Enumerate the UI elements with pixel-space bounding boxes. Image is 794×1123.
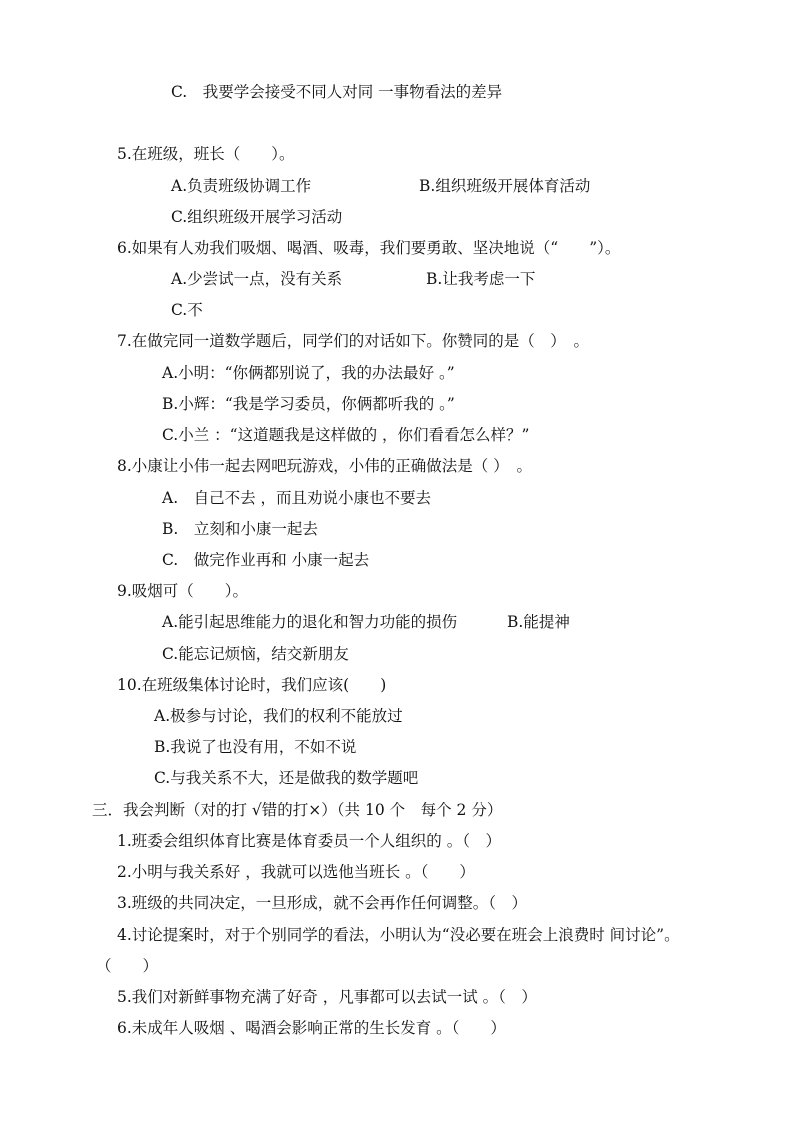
question-8-option-a: A. 自己不去 ，而且劝说小康也不要去 xyxy=(162,489,432,507)
question-9-option-c: C.能忘记烦恼，结交新朋友 xyxy=(162,645,349,663)
question-8-stem: 8.小康让小伟一起去网吧玩游戏，小伟的正确做法是（ ） 。 xyxy=(117,457,532,475)
question-7-option-a: A.小明：“你俩都别说了，我的办法最好 。” xyxy=(162,364,455,382)
section-3-heading: 三．我会判断（对的打 √错的打×）（共 10 个 每个 2 分） xyxy=(92,801,503,819)
judge-item-4-blank: （ ） xyxy=(96,957,159,975)
question-9-option-a: A.能引起思维能力的退化和智力功能的损伤 xyxy=(162,613,458,631)
question-7-option-b: B.小辉：“我是学习委员，你俩都听我的 。” xyxy=(162,395,455,413)
judge-item-6: 6.未成年人吸烟 、喝酒会影响正常的生长发育 。（ ） xyxy=(117,1019,506,1037)
question-10-stem: 10.在班级集体讨论时，我们应该( ) xyxy=(117,676,387,694)
judge-item-5: 5.我们对新鲜事物充满了好奇 ，凡事都可以去试一试 。（ ） xyxy=(117,988,537,1006)
question-10-option-c: C.与我关系不大，还是做我的数学题吧 xyxy=(154,769,419,787)
question-10-option-a: A.极参与讨论，我们的权利不能放过 xyxy=(154,707,403,725)
question-6-option-b: B.让我考虑一下 xyxy=(426,270,536,288)
question-9-option-b: B.能提神 xyxy=(507,613,570,631)
question-7-option-c: C.小兰 ：“这道题我是这样做的 ，你们看看怎么样？” xyxy=(162,426,530,444)
question-6-option-c: C.不 xyxy=(171,301,203,319)
judge-item-4: 4.讨论提案时，对于个别同学的看法，小明认为“没必要在班会上浪费时 间讨论”。 xyxy=(117,926,680,944)
question-10-option-b: B.我说了也没有用，不如不说 xyxy=(154,738,357,756)
question-7-stem: 7.在做完同一道数学题后，同学们的对话如下。你赞同的是（ ） 。 xyxy=(117,332,590,350)
question-5-option-a: A.负责班级协调工作 xyxy=(171,177,312,195)
judge-item-3: 3.班级的共同决定，一旦形成，就不会再作任何调整。（ ） xyxy=(117,894,528,912)
question-5-stem: 5.在班级，班长（ ）。 xyxy=(117,145,295,163)
judge-item-2: 2.小明与我关系好 ，我就可以选他当班长 。（ ） xyxy=(117,863,475,881)
judge-item-1: 1.班委会组织体育比赛是体育委员一个人组织的 。（ ） xyxy=(117,832,501,850)
question-5-option-b: B.组织班级开展体育活动 xyxy=(419,177,591,195)
question-5-option-c: C.组织班级开展学习活动 xyxy=(171,208,343,226)
question-6-option-a: A.少尝试一点，没有关系 xyxy=(171,270,343,288)
question-6-stem: 6.如果有人劝我们吸烟、喝酒、吸毒，我们要勇敢、坚决地说（“ ”）。 xyxy=(117,239,621,257)
question-9-stem: 9.吸烟可（ ）。 xyxy=(117,582,249,600)
option-4c: C. 我要学会接受不同人对同 一事物看法的差异 xyxy=(171,83,503,101)
question-8-option-b: B. 立刻和小康一起去 xyxy=(162,520,318,538)
question-8-option-c: C. 做完作业再和 小康一起去 xyxy=(162,551,370,569)
